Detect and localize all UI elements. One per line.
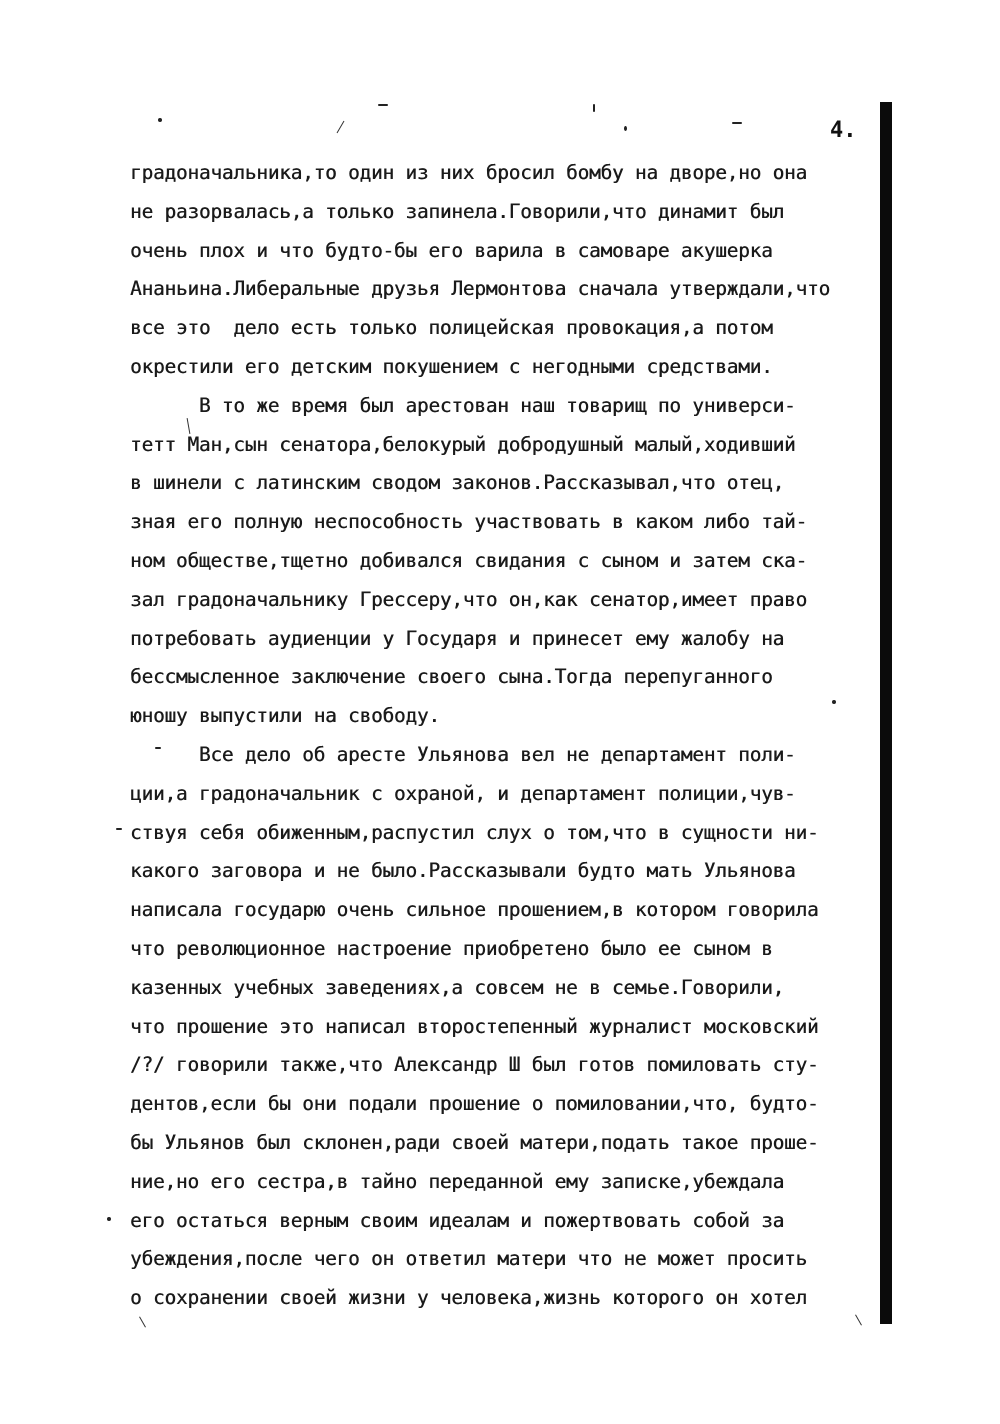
ink-speck <box>593 104 595 112</box>
text-line: очень плох и что будто-бы его варила в самоваре акушерка <box>130 238 773 262</box>
text-line: не разорвалась,а только запинела.Говорили,что динамит был <box>130 199 785 223</box>
ink-speck <box>158 118 162 122</box>
text-line: написала государю очень сильное прошением,в котором говорила <box>130 898 819 922</box>
text-line: ние,но его сестра,в тайно переданной ему записке,убеждала <box>130 1169 785 1193</box>
ink-speck <box>624 126 627 131</box>
ink-speck <box>116 828 122 830</box>
text-line: все это дело есть только полицейская провокация,а потом <box>130 316 773 340</box>
text-line: зал градоначальнику Грессеру,что он,как сенатор,имеет право <box>130 587 807 611</box>
text-line: тетт Ман,сын сенатора,белокурый добродушный малый,ходивший <box>130 432 796 456</box>
page-number: 4. <box>830 118 857 143</box>
ink-speck <box>378 104 388 106</box>
text-line: Все дело об аресте Ульянова вел не департамент поли- <box>130 742 796 766</box>
text-line: что прошение это написал второстепенный журналист московский <box>130 1014 819 1038</box>
text-line: казенных учебных заведениях,а совсем не в семье.Говорили, <box>130 975 785 999</box>
scan-edge-shadow <box>880 102 892 1324</box>
text-line: ции,а градоначальник с охраной, и департамент полиции,чув- <box>130 781 796 805</box>
text-line: бессмысленное заключение своего сына.Тогда перепуганного <box>130 665 773 689</box>
text-line: юношу выпустили на свободу. <box>130 704 440 728</box>
typewritten-body <box>130 154 878 1318</box>
text-line: о сохранении своей жизни у человека,жизнь которого он хотел <box>130 1286 807 1310</box>
text-line: ном обществе,тщетно добивался свидания с сыном и затем ска- <box>130 548 807 572</box>
text-line: /?/ говорили также,что Александр Ш был готов помиловать сту- <box>130 1053 819 1077</box>
text-line: потребовать аудиенции у Государя и принесет ему жалобу на <box>130 626 785 650</box>
ink-speck <box>107 1217 111 1221</box>
text-line: какого заговора и не было.Рассказывали будто мать Ульянова <box>130 859 796 883</box>
text-line: в шинели с латинским сводом законов.Рассказывал,что отец, <box>130 471 785 495</box>
text-line: дентов,если бы они подали прошение о помиловании,что, будто- <box>130 1092 819 1116</box>
text-line: бы Ульянов был склонен,ради своей матери,подать такое проше- <box>130 1130 819 1154</box>
pencil-mark <box>337 121 345 134</box>
text-line: градоначальника,то один из них бросил бомбу на дворе,но она <box>130 161 807 184</box>
pencil-mark <box>139 1317 146 1328</box>
text-line: зная его полную неспособность участвовать в каком либо тай- <box>130 510 807 534</box>
text-line: В то же время был арестован наш товарищ по универси- <box>130 393 796 417</box>
text-line: окрестили его детским покушением с негодными средствами. <box>130 354 773 378</box>
text-line: ствуя себя обиженным,распустил слух о том,что в сущности ни- <box>130 820 819 844</box>
text-line: что революционное настроение приобретено было ее сыном в <box>130 936 773 960</box>
text-line: убеждения,после чего он ответил матери что не может просить <box>130 1247 807 1271</box>
text-line: его остаться верным своим идеалам и пожертвовать собой за <box>130 1208 785 1232</box>
text-line: Ананьина.Либеральные друзья Лермонтова сначала утверждали,что <box>130 277 830 301</box>
ink-speck <box>732 122 742 124</box>
